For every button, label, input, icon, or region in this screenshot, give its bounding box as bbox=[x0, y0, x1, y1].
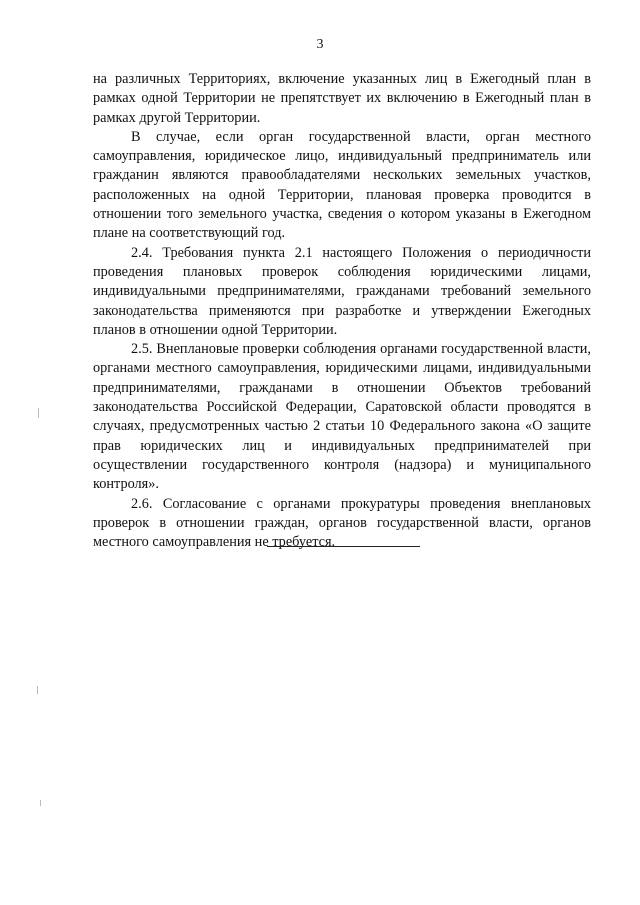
page-number: 3 bbox=[316, 37, 324, 52]
paragraph-continuation: на различных Территориях, включение указанных лиц в Ежегодный план в рамках одной Территории не препятствует их включению в Ежегодный план в рамках другой Территории. bbox=[93, 71, 591, 126]
scan-speck bbox=[38, 408, 39, 418]
paragraph-case-owners: В случае, если орган государственной власти, орган местного самоуправления, юридическое лицо, индивидуальный предприниматель или гражданин являются правообладателями нескольких земельных участков, расположенных на одной Территории, плановая проверка проводится в отношении того земельного участка, сведения о котором указаны в Ежегодном плане на соответствующий год. bbox=[93, 128, 591, 242]
scan-speck bbox=[37, 686, 38, 694]
paragraph-clause-2-5: 2.5. Внеплановые проверки соблюдения органами государственной власти, органами местного самоуправления, юридическими лицами, индивидуальными предпринимателями, гражданами в отношении Объектов требований законодательства Российской Федерации, Саратовской области проводятся в случаях, предусмотренных частью 2 статьи 10 Федерального закона «О защите прав юридических лиц и индивидуальных предпринимателей при осуществлении государственного контроля (надзора) и муниципального контроля». bbox=[93, 341, 591, 493]
paragraph-clause-2-6: 2.6. Согласование с органами прокуратуры проведения внеплановых проверок в отношении граждан, органов государственной власти, органов местного самоуправления не требуется. bbox=[93, 495, 591, 551]
end-separator-line bbox=[267, 546, 420, 547]
scan-speck bbox=[40, 800, 41, 806]
paragraph-clause-2-4: 2.4. Требования пункта 2.1 настоящего Положения о периодичности проведения плановых проверок соблюдения юридическими лицами, индивидуальными предпринимателями, гражданами требований земельного законодательства применяются при разработке и утверждении Ежегодных планов в отношении одной Территории. bbox=[93, 244, 591, 338]
document-body bbox=[93, 70, 591, 552]
